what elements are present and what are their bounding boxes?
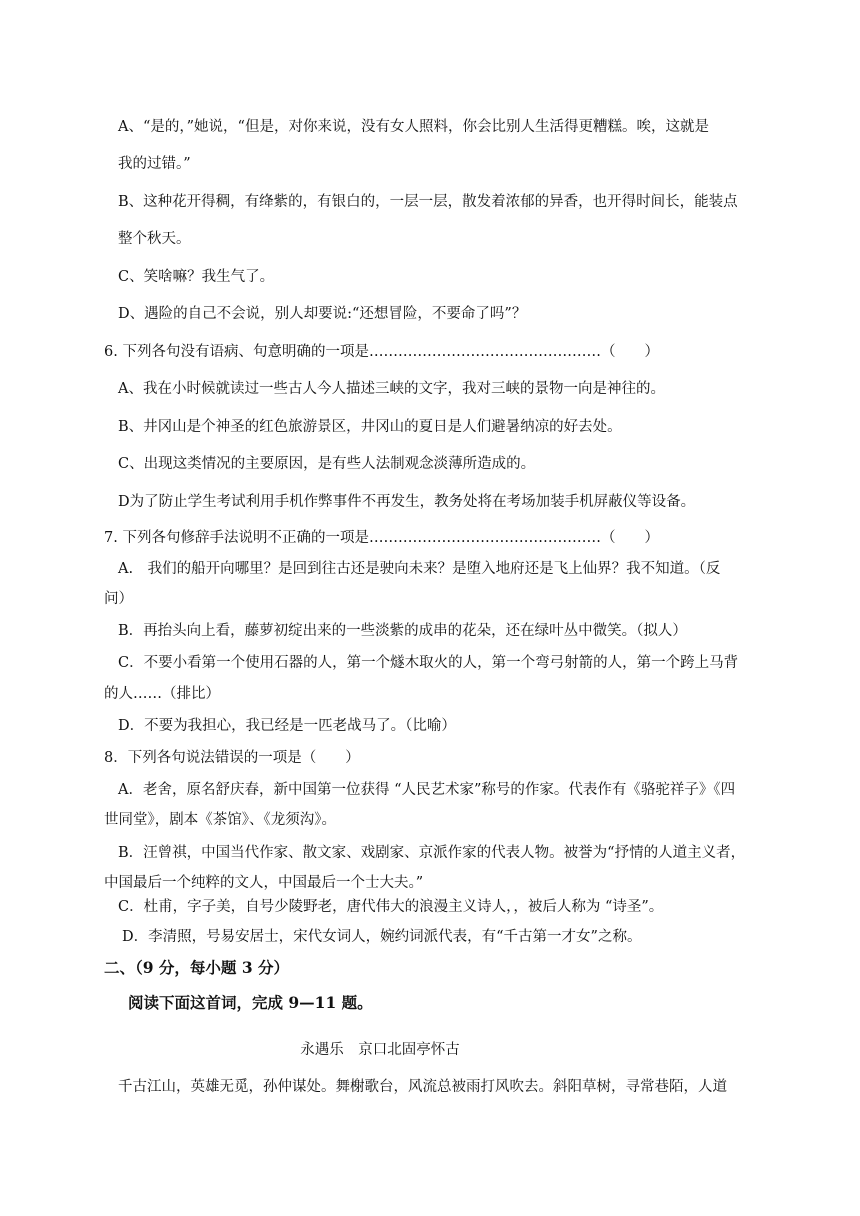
q5-option-b-line1: B、这种花开得稠，有绛紫的，有银白的，一层一层，散发着浓郁的异香，也开得时间长，能装点 (118, 194, 738, 210)
q8-option-d: D．李清照，号易安居士，宋代女词人，婉约词派代表，有“千古第一才女”之称。 (122, 929, 642, 945)
q6-option-b: B、井冈山是个神圣的红色旅游景区，井冈山的夏日是人们避暑纳凉的好去处。 (118, 419, 622, 435)
q5-option-d: D、遇险的自己不会说，别人却要说:“还想冒险，不要命了吗”？ (118, 306, 527, 322)
q8-option-c: C．杜甫，字子美，自号少陵野老，唐代伟大的浪漫主义诗人，，被后人称为 “诗圣”。 (118, 899, 664, 915)
q5-option-c: C、笑啥嘛？我生气了。 (118, 269, 275, 285)
poem-line-1: 千古江山，英雄无觅，孙仲谋处。舞榭歌台，风流总被雨打风吹去。斜阳草树，寻常巷陌，人道 (118, 1079, 727, 1095)
q5-option-a-line2: 我的过错。” (118, 156, 191, 172)
q7-option-c-line2: 的人……（排比） (104, 686, 220, 702)
q8-option-b-line2: 中国最后一个纯粹的文人，中国最后一个士大夫。” (104, 875, 424, 891)
q7-stem: 7. 下列各句修辞手法说明不正确的一项是…………………………………………（ ） (104, 530, 659, 546)
q6-option-a: A、我在小时候就读过一些古人今人描述三峡的文字，我对三峡的景物一向是神往的。 (118, 381, 665, 397)
q7-option-a-line2: 问） (104, 591, 133, 607)
q6-option-d: D为了防止学生考试利用手机作弊事件不再发生，教务处将在考场加装手机屏蔽仪等设备。 (118, 494, 696, 510)
q8-option-b-line1: B．汪曾祺，中国当代作家、散文家、戏剧家、京派作家的代表人物。被誉为“抒情的人道主义者， (118, 845, 746, 861)
q6-stem: 6. 下列各句没有语病、句意明确的一项是…………………………………………（ ） (104, 344, 659, 360)
q6-option-c: C、出现这类情况的主要原因，是有些人法制观念淡薄所造成的。 (118, 456, 536, 472)
q8-option-a-line2: 世同堂》，剧本《茶馆》、《龙须沟》。 (104, 812, 336, 828)
q7-option-d: D．不要为我担心，我已经是一匹老战马了。（比喻） (118, 718, 456, 734)
q7-option-b: B．再抬头向上看，藤萝初绽出来的一些淡紫的成串的花朵，还在绿叶丛中微笑。（拟人） (118, 623, 687, 639)
q8-option-a-line1: A．老舍，原名舒庆春，新中国第一位获得 “人民艺术家”称号的作家。代表作有《骆驼祥子》《四 (118, 782, 736, 798)
section-2-instruction: 阅读下面这首词，完成 9—11 题。 (128, 993, 373, 1012)
q7-option-c-line1: C．不要小看第一个使用石器的人，第一个燧木取火的人，第一个弯弓射箭的人，第一个跨上马背 (118, 655, 739, 671)
section-2-heading: 二、（9 分，每小题 3 分） (104, 958, 290, 977)
q5-option-b-line2: 整个秋天。 (118, 231, 191, 247)
poem-title: 永遇乐 京口北固亭怀古 (300, 1042, 460, 1058)
q8-stem: 8．下列各句说法错误的一项是（ ） (104, 750, 360, 766)
q5-option-a-line1: A、“是的，”她说，“但是，对你来说，没有女人照料，你会比别人生活得更糟糕。唉，这就是 (118, 119, 709, 135)
q7-option-a-line1: A. 我们的船开向哪里？是回到往古还是驶向未来？是堕入地府还是飞上仙界？我不知道。（反 (118, 561, 721, 577)
